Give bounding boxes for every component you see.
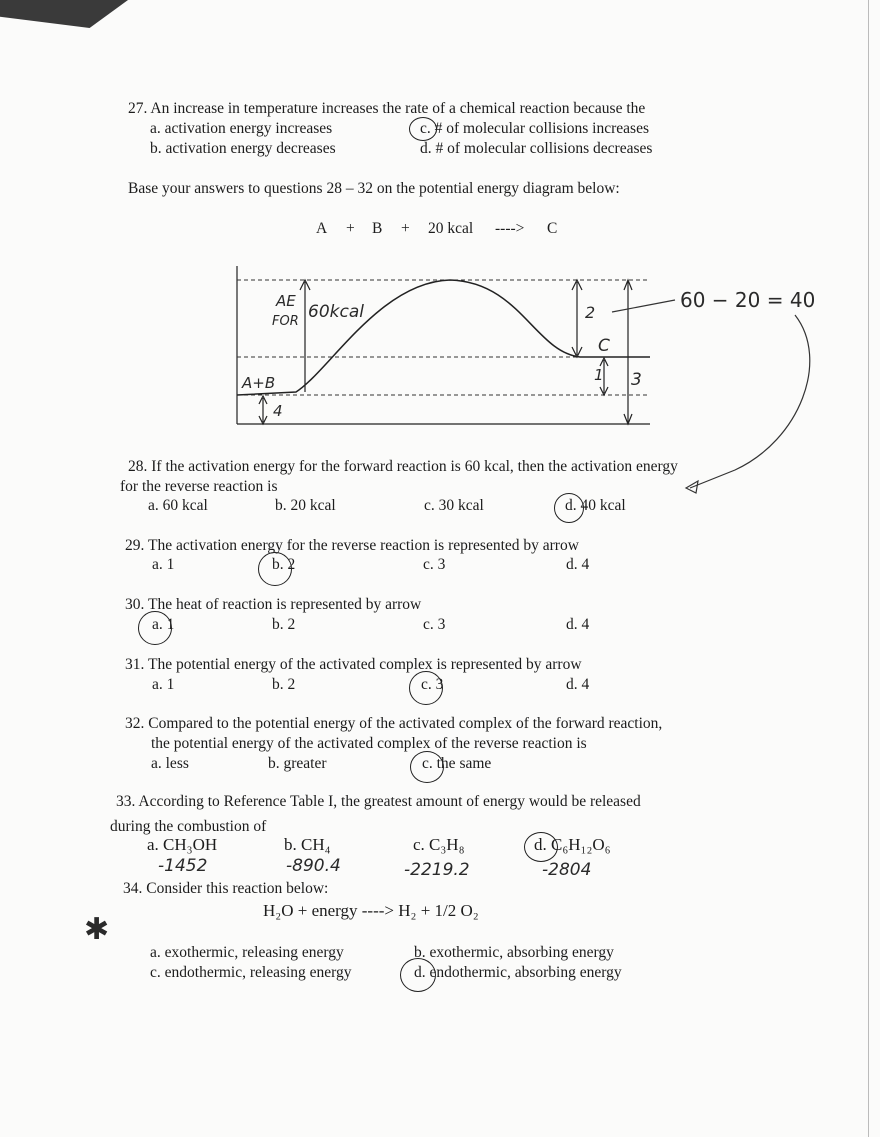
- q34-answer-circle: [400, 958, 436, 992]
- q28-option-d: d. 40 kcal: [565, 497, 626, 514]
- q30-option-c: c. 3: [423, 616, 446, 633]
- q33-hw-b: -890.4: [286, 856, 341, 876]
- q30-option-d: d. 4: [566, 616, 590, 633]
- q31-option-d: d. 4: [566, 676, 590, 693]
- q28-option-c: c. 30 kcal: [424, 497, 484, 514]
- q27-option-a: a. activation energy increases: [150, 120, 333, 137]
- q32-stem-cont: the potential energy of the activated complex of the reverse reaction is: [151, 735, 587, 752]
- q32-option-b: b. greater: [268, 755, 327, 772]
- q30-stem: 30. The heat of reaction is represented by arrow: [125, 596, 422, 613]
- q29-stem: 29. The activation energy for the reverse reaction is represented by arrow: [125, 537, 579, 554]
- q34-star-mark: ✱: [84, 912, 110, 947]
- arrow-label-4: 4: [273, 402, 283, 420]
- q31-option-a: a. 1: [152, 676, 175, 693]
- calc-pointer-line: [612, 300, 675, 312]
- q30-option-a: a. 1: [152, 616, 175, 633]
- q28-option-a: a. 60 kcal: [148, 497, 208, 514]
- diagram-intro: Base your answers to questions 28 – 32 on the potential energy diagram below:: [128, 180, 620, 197]
- q31-option-b: b. 2: [272, 676, 296, 693]
- q33-option-d: d. C₆H₁₂O₆: [534, 835, 611, 854]
- q32-option-a: a. less: [151, 755, 189, 772]
- q29-option-c: c. 3: [423, 556, 446, 573]
- reactant-b: B: [372, 220, 383, 237]
- sixty-kcal-label: 60kcal: [308, 302, 364, 322]
- product-c: C: [547, 220, 558, 237]
- energy-curve: [237, 280, 650, 395]
- reactant-a: A: [316, 220, 328, 237]
- arrow-3: [624, 280, 632, 424]
- q34-option-d: d. endothermic, absorbing energy: [414, 964, 622, 981]
- reaction-arrow: ---->: [495, 220, 525, 237]
- plus-sign-1: +: [346, 220, 355, 237]
- q27-option-b: b. activation energy decreases: [150, 140, 336, 157]
- arrow-4: [259, 396, 267, 424]
- q28-option-b: b. 20 kcal: [275, 497, 336, 514]
- q33-hw-c: -2219.2: [404, 860, 470, 880]
- q32-stem: 32. Compared to the potential energy of the activated complex of the forward reaction,: [125, 715, 663, 732]
- q31-answer-circle: [409, 671, 443, 705]
- diagram-axes: [237, 266, 650, 424]
- handwritten-calculation: 60 − 20 = 40: [680, 288, 816, 312]
- ab-label: A+B: [242, 374, 276, 392]
- arrow-label-2: 2: [585, 303, 596, 322]
- q29-option-b: b. 2: [272, 556, 296, 573]
- arrow-label-1: 1: [594, 366, 604, 384]
- q34-option-c: c. endothermic, releasing energy: [150, 964, 352, 981]
- q32-answer-circle: [410, 751, 444, 783]
- ae-forward-arrow: [300, 280, 310, 392]
- plus-sign-2: +: [401, 220, 410, 237]
- q33-hw-a: -1452: [158, 856, 208, 876]
- arrow-label-3: 3: [631, 370, 642, 390]
- q32-option-c: c. the same: [422, 755, 492, 772]
- q28-stem-cont: for the reverse reaction is: [120, 478, 278, 495]
- q33-option-c: c. C₃H₈: [413, 835, 465, 854]
- q30-answer-circle: [138, 611, 175, 645]
- q31-option-c: c. 3: [421, 676, 444, 693]
- q27-option-c: c. # of molecular collisions increases: [420, 120, 649, 137]
- q34-stem: 34. Consider this reaction below:: [123, 880, 329, 897]
- q30-option-b: b. 2: [272, 616, 296, 633]
- q33-option-b: b. CH₄: [284, 835, 331, 854]
- dashed-level-lines: [237, 280, 650, 395]
- arrow-2: [572, 280, 582, 357]
- energy-term: 20 kcal: [428, 220, 474, 237]
- q33-stem-cont: during the combustion of: [110, 818, 267, 835]
- q34-option-b: b. exothermic, absorbing energy: [414, 944, 614, 961]
- q27-option-d: d. # of molecular collisions decreases: [420, 140, 653, 157]
- q33-hw-d: -2804: [542, 860, 592, 880]
- q33-option-a: a. CH₃OH: [147, 835, 218, 854]
- q29-answer-circle: [258, 552, 292, 586]
- q33-stem: 33. According to Reference Table I, the greatest amount of energy would be released: [116, 793, 641, 810]
- q33-answer-circle: [524, 832, 558, 862]
- q29-option-d: d. 4: [566, 556, 590, 573]
- q28-stem: 28. If the activation energy for the forward reaction is 60 kcal, then the activation energy: [128, 458, 678, 475]
- ae-label-line1: AE: [276, 292, 296, 310]
- q28-answer-circle: [554, 493, 584, 523]
- c-label: C: [598, 336, 610, 356]
- q27-stem: 27. An increase in temperature increases the rate of a chemical reaction because the: [128, 100, 646, 117]
- q29-option-a: a. 1: [152, 556, 175, 573]
- handwritten-swoosh-arrow: [690, 315, 810, 488]
- q31-stem: 31. The potential energy of the activated complex is represented by arrow: [125, 656, 582, 673]
- ae-label-line2: FOR: [272, 314, 299, 329]
- q34-reaction: H₂O + energy ----> H₂ + 1/2 O₂: [263, 901, 479, 920]
- q34-option-a: a. exothermic, releasing energy: [150, 944, 344, 961]
